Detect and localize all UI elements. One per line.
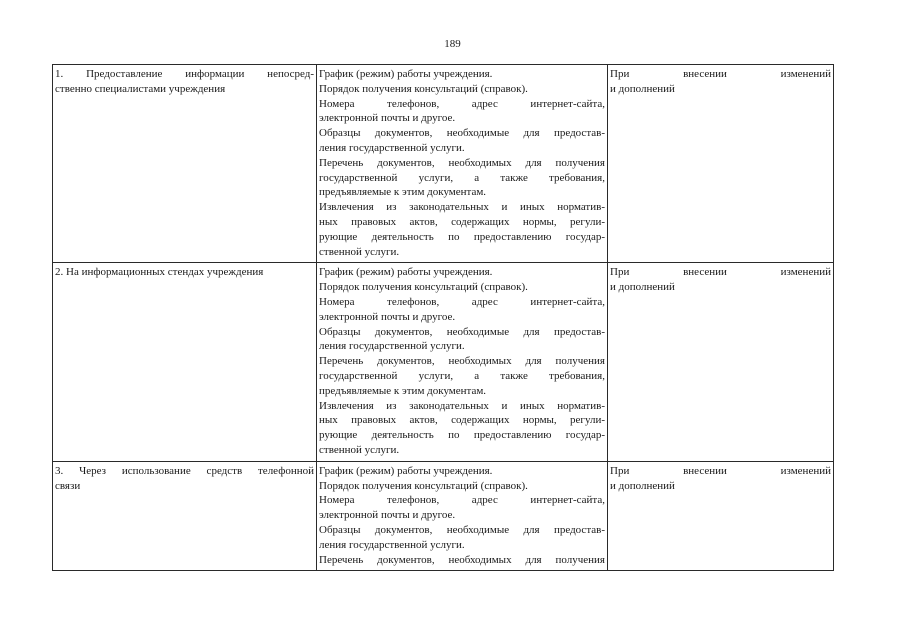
- content-line: Номера телефонов, адрес интернет-сайта,: [319, 494, 605, 507]
- content-cell: [317, 263, 608, 461]
- content-line: График (режим) работы учреждения.: [319, 464, 493, 477]
- method-line: ственно специалистами учреждения: [55, 82, 226, 95]
- content-line: ных правовых актов, содержащих нормы, регули-: [319, 414, 605, 427]
- table-row: [53, 263, 834, 461]
- content-line: Порядок получения консультаций (справок).: [319, 479, 528, 492]
- frequency-cell: [608, 263, 834, 461]
- content-line: ления государственной услуги.: [319, 538, 465, 551]
- method-line: 3. Через использование средств телефонной: [55, 464, 314, 477]
- content-line: Перечень документов, необходимых для получения: [319, 156, 605, 169]
- method-line: 1. Предоставление информации непосред-: [55, 68, 314, 80]
- content-line: предъявляемые к этим документам.: [319, 186, 487, 199]
- table-row: [53, 461, 834, 571]
- content-line: государственной услуги, а также требования,: [319, 369, 605, 382]
- content-line: Порядок получения консультаций (справок).: [319, 82, 528, 95]
- method-cell: [53, 461, 317, 571]
- content-line: электронной почты и другое.: [319, 310, 456, 323]
- content-line: Перечень документов, необходимых для получения: [319, 355, 605, 368]
- content-line: ления государственной услуги.: [319, 340, 465, 353]
- table-row: [53, 65, 834, 263]
- frequency-line: При внесении изменений: [610, 68, 831, 80]
- content-line: Номера телефонов, адрес интернет-сайта,: [319, 97, 605, 110]
- frequency-line: и дополнений: [610, 281, 675, 294]
- content-cell: [317, 461, 608, 571]
- frequency-line: и дополнений: [610, 82, 675, 95]
- content-line: Номера телефонов, адрес интернет-сайта,: [319, 295, 605, 308]
- method-line: связи: [55, 479, 81, 492]
- frequency-line: При внесении изменений: [610, 266, 831, 279]
- method-cell: [53, 263, 317, 461]
- frequency-line: При внесении изменений: [610, 464, 831, 477]
- information-methods-table: [52, 64, 834, 571]
- content-line: Образцы документов, необходимые для предостав-: [319, 127, 605, 140]
- content-line: Порядок получения консультаций (справок).: [319, 281, 528, 294]
- content-cell: [317, 65, 608, 263]
- method-cell: [53, 65, 317, 263]
- content-line: электронной почты и другое.: [319, 509, 456, 522]
- content-line: График (режим) работы учреждения.: [319, 68, 493, 80]
- content-line: рующие деятельность по предоставлению государ-: [319, 230, 605, 243]
- content-line: Образцы документов, необходимые для предостав-: [319, 325, 605, 338]
- content-line: предъявляемые к этим документам.: [319, 384, 487, 397]
- content-line: ления государственной услуги.: [319, 141, 465, 154]
- content-line: ственной услуги.: [319, 443, 400, 456]
- method-line: 2. На информационных стендах учреждения: [55, 266, 264, 279]
- content-line: Перечень документов, необходимых для получения: [319, 553, 605, 566]
- frequency-cell: [608, 65, 834, 263]
- page-number: 189: [444, 38, 461, 50]
- content-line: ных правовых актов, содержащих нормы, регули-: [319, 215, 605, 228]
- content-line: государственной услуги, а также требования,: [319, 171, 605, 184]
- frequency-cell: [608, 461, 834, 571]
- content-line: ственной услуги.: [319, 245, 400, 258]
- content-line: рующие деятельность по предоставлению государ-: [319, 429, 605, 442]
- frequency-line: и дополнений: [610, 479, 675, 492]
- content-line: Извлечения из законодательных и иных норматив-: [319, 201, 605, 214]
- content-line: электронной почты и другое.: [319, 112, 456, 125]
- content-line: Извлечения из законодательных и иных норматив-: [319, 399, 605, 412]
- content-line: Образцы документов, необходимые для предостав-: [319, 523, 605, 536]
- content-line: График (режим) работы учреждения.: [319, 266, 493, 279]
